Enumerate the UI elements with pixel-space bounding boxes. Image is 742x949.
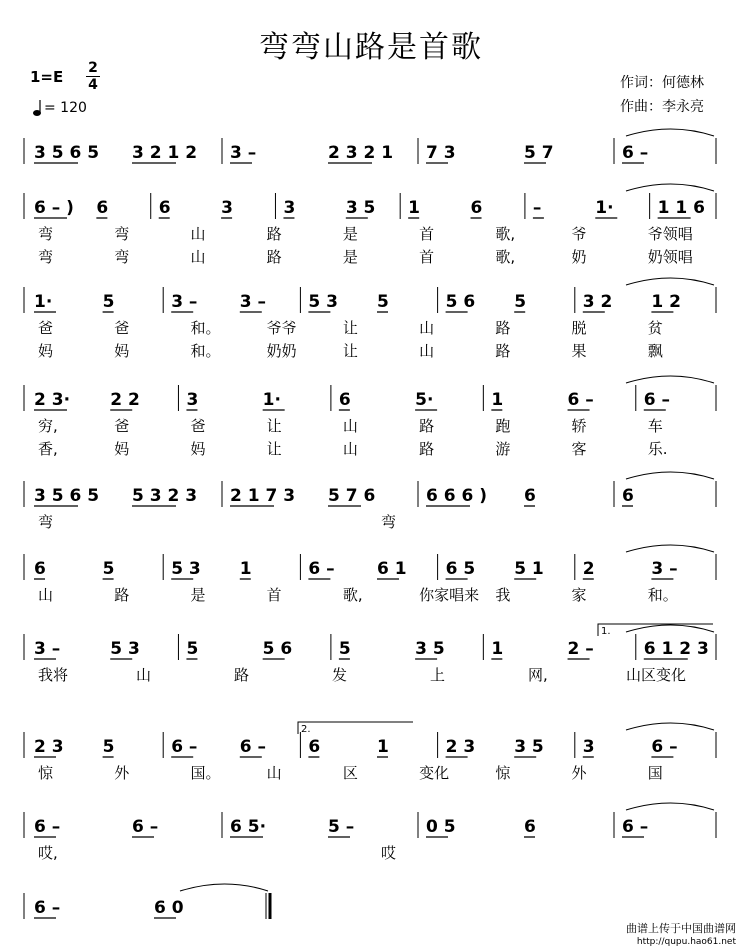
note-group: 1· <box>34 292 53 312</box>
lyric-syllable: 爷爷 <box>266 319 297 337</box>
lyric-syllable: 妈 <box>114 342 130 360</box>
lyric-syllable: 爷 <box>571 225 587 243</box>
note-group: 3 <box>283 198 296 218</box>
note-group: 1· <box>595 198 614 218</box>
lyric-syllable: 变化 <box>419 764 450 782</box>
note-group: 5 6 <box>262 639 293 659</box>
note-group: 6 <box>524 817 536 837</box>
lyric-syllable: 弯 <box>114 248 130 266</box>
lyric-syllable: 香, <box>38 440 58 458</box>
note-group: 3 <box>186 390 199 410</box>
lyric-syllable: 让 <box>266 417 282 435</box>
note-group: 6 <box>308 737 321 757</box>
lyric-syllable: 上 <box>430 666 446 684</box>
lyric-syllable: 歌, <box>342 586 363 604</box>
note-group: 5· <box>415 390 434 410</box>
time-signature-top: 2 <box>88 60 98 76</box>
note-group: 1 <box>491 639 504 659</box>
lyric-syllable: 路 <box>419 417 435 435</box>
lyric-syllable: 路 <box>234 666 250 684</box>
note-group: 6 5· <box>230 817 267 837</box>
key-signature: 1=E <box>30 68 64 86</box>
lyric-syllable: 是 <box>190 586 206 604</box>
footer-url: http://qupu.hao61.net <box>636 937 736 947</box>
lyric-syllable: 奶 <box>571 248 587 266</box>
slur-arc <box>180 884 268 891</box>
note-group: 6 <box>96 198 109 218</box>
lyric-syllable: 家 <box>571 586 587 604</box>
lyric-syllable: 爸 <box>190 417 206 435</box>
lyric-syllable: 我 <box>495 586 511 604</box>
lyric-syllable: 和。 <box>190 319 221 337</box>
note-group: 3 5 <box>514 737 544 757</box>
note-group: 3 – <box>171 292 198 312</box>
slur-arc <box>626 376 714 383</box>
lyric-syllable: 山 <box>342 417 358 435</box>
lyric-syllable: 哎 <box>381 844 397 862</box>
lyric-syllable: 外 <box>114 764 130 782</box>
note-group: 5 3 2 3 <box>132 486 198 506</box>
note-group: 3 – <box>230 143 257 163</box>
note-group: 5 1 <box>514 559 544 579</box>
note-group: 3 5 6 5 <box>34 486 100 506</box>
lyric-syllable: 爷领唱 <box>647 225 693 243</box>
lyric-syllable: 区 <box>342 764 358 782</box>
note-group: 3 <box>582 737 595 757</box>
note-group: 6 – <box>567 390 594 410</box>
lyric-syllable: 弯 <box>114 225 130 243</box>
note-group: 3 5 <box>345 198 376 218</box>
lyric-syllable: 山 <box>136 666 152 684</box>
lyric-syllable: 网, <box>528 666 548 684</box>
lyric-syllable: 果 <box>571 342 587 360</box>
lyric-syllable: 爸 <box>38 319 54 337</box>
lyric-syllable: 山 <box>342 440 358 458</box>
volta-number: 2. <box>301 724 311 735</box>
note-group: 6 – <box>308 559 335 579</box>
lyric-syllable: 是 <box>342 225 358 243</box>
note-group: 6 – <box>622 143 649 163</box>
note-group: 6 – <box>34 898 61 918</box>
note-group: 6 – <box>34 817 61 837</box>
lyric-syllable: 首 <box>266 586 282 604</box>
slur-arc <box>626 129 714 136</box>
lyric-syllable: 爸 <box>114 319 130 337</box>
note-group: 6 1 2 3 <box>643 639 709 659</box>
note-group: 5 <box>377 292 389 312</box>
note-group: 5 3 <box>171 559 201 579</box>
lyric-syllable: 路 <box>266 225 282 243</box>
lyric-syllable: 路 <box>495 319 511 337</box>
note-group: 5 <box>102 559 115 579</box>
footer-source: 曲谱上传于中国曲谱网 <box>626 922 736 935</box>
lyric-syllable: 贫 <box>647 319 663 337</box>
lyric-syllable: 路 <box>495 342 511 360</box>
lyric-syllable: 山 <box>190 248 206 266</box>
lyric-syllable: 让 <box>342 342 358 360</box>
lyric-syllable: 山 <box>38 586 54 604</box>
note-group: 3 – <box>239 292 267 312</box>
lyric-syllable: 歌, <box>495 248 516 266</box>
lyric-syllable: 脱 <box>571 319 587 337</box>
note-group: 6 – <box>132 817 159 837</box>
note-group: 1 <box>491 390 504 410</box>
note-group: 6 5 <box>445 559 476 579</box>
lyric-syllable: 妈 <box>114 440 130 458</box>
note-group: 1 1 6 <box>657 198 705 218</box>
lyric-syllable: 惊 <box>38 764 54 782</box>
note-group: 3 – <box>651 559 678 579</box>
lyric-syllable: 弯 <box>38 513 54 531</box>
tempo-value: = 120 <box>44 100 87 116</box>
time-signature-bottom: 4 <box>86 76 100 93</box>
lyric-syllable: 国。 <box>190 764 221 782</box>
note-group: 1 <box>239 559 252 579</box>
slur-arc <box>626 472 714 479</box>
note-group: 5 <box>514 292 527 312</box>
note-group: 5 <box>102 737 115 757</box>
note-group: 1· <box>262 390 281 410</box>
lyric-syllable: 山 <box>190 225 206 243</box>
lyric-syllable: 车 <box>647 417 663 435</box>
note-group: 6 <box>158 198 171 218</box>
slur-arc <box>626 723 714 730</box>
lyric-syllable: 轿 <box>571 417 587 435</box>
lyric-syllable: 爸 <box>114 417 130 435</box>
lyric-syllable: 和。 <box>190 342 221 360</box>
lyric-syllable: 哎, <box>38 844 58 862</box>
note-group: 6 1 <box>377 559 407 579</box>
lyric-syllable: 发 <box>332 666 348 684</box>
note-group: 3 – <box>34 639 61 659</box>
note-group: 3 <box>221 198 233 218</box>
volta-number: 1. <box>601 626 611 637</box>
lyric-syllable: 妈 <box>190 440 206 458</box>
note-group: 7 3 <box>426 143 456 163</box>
note-group: 2 3 <box>445 737 476 757</box>
note-group: 5 7 <box>524 143 554 163</box>
lyric-syllable: 和。 <box>647 586 678 604</box>
lyric-syllable: 山区变化 <box>626 666 687 684</box>
note-group: 5 3 <box>110 639 140 659</box>
lyric-syllable: 是 <box>342 248 358 266</box>
note-group: 2 1 7 3 <box>230 486 296 506</box>
note-group: 6 – <box>239 737 267 757</box>
song-title: 弯弯山路是首歌 <box>259 30 483 65</box>
note-group: 5 7 6 <box>328 486 376 506</box>
lyric-syllable: 山 <box>419 319 435 337</box>
lyric-syllable: 乐. <box>647 440 668 458</box>
lyric-syllable: 跑 <box>495 417 511 435</box>
note-group: 6 <box>470 198 483 218</box>
lyric-syllable: 路 <box>419 440 435 458</box>
note-group: 2 – <box>567 639 594 659</box>
lyric-syllable: 游 <box>495 440 511 458</box>
note-group: 5 6 <box>445 292 476 312</box>
note-group: 6 <box>524 486 536 506</box>
lyric-syllable: 飘 <box>647 342 663 360</box>
note-group: 2 3 2 1 <box>328 143 394 163</box>
slur-arc <box>626 184 714 191</box>
note-group: 6 – <box>622 817 649 837</box>
lyric-syllable: 让 <box>266 440 282 458</box>
note-group: 6 0 <box>154 898 184 918</box>
lyric-syllable: 山 <box>266 764 282 782</box>
lyric-syllable: 弯 <box>38 225 54 243</box>
lyricist-credit: 作词：何德林 <box>620 75 704 91</box>
note-group: 0 5 <box>426 817 456 837</box>
lyric-syllable: 我将 <box>38 666 69 684</box>
composer-credit: 作曲：李永亮 <box>620 99 704 115</box>
lyric-syllable: 路 <box>266 248 282 266</box>
note-group: 3 5 <box>415 639 445 659</box>
lyric-syllable: 穷, <box>38 417 58 435</box>
note-group: 2 2 <box>110 390 140 410</box>
lyric-syllable: 路 <box>114 586 130 604</box>
lyric-syllable: 奶领唱 <box>647 248 693 266</box>
lyric-syllable: 妈 <box>38 342 54 360</box>
note-group: – <box>532 198 542 218</box>
note-group: 1 <box>408 198 421 218</box>
note-group: 6 – <box>651 737 678 757</box>
lyric-syllable: 奶奶 <box>266 342 297 360</box>
note-group: 6 6 6 ) <box>426 486 488 506</box>
note-group: 6 – <box>643 390 671 410</box>
note-group: 3 5 6 5 <box>34 143 100 163</box>
lyric-syllable: 首 <box>419 248 435 266</box>
lyric-syllable: 弯 <box>38 248 54 266</box>
lyric-syllable: 首 <box>419 225 435 243</box>
note-group: 3 2 1 2 <box>132 143 198 163</box>
lyric-syllable: 弯 <box>381 513 397 531</box>
note-group: 6 <box>34 559 46 579</box>
note-group: 6 <box>622 486 634 506</box>
slur-arc <box>626 625 714 632</box>
lyric-syllable: 客 <box>571 440 587 458</box>
note-group: 3 2 <box>582 292 613 312</box>
lyric-syllable: 国 <box>647 764 663 782</box>
note-group: 1 <box>377 737 389 757</box>
note-group: 5 3 <box>308 292 338 312</box>
note-group: 5 <box>338 639 351 659</box>
note-group: 5 <box>186 639 199 659</box>
lyric-syllable: 山 <box>419 342 435 360</box>
lyric-syllable: 外 <box>571 764 587 782</box>
volta-bracket <box>298 722 413 734</box>
lyric-syllable: 你家唱来 <box>419 586 480 604</box>
lyric-syllable: 惊 <box>495 764 511 782</box>
lyric-syllable: 歌, <box>495 225 516 243</box>
note-group: 6 – ) <box>34 198 74 218</box>
slur-arc <box>626 803 714 810</box>
note-group: 2 3 <box>34 737 64 757</box>
note-group: 6 – <box>171 737 198 757</box>
note-group: 2 3· <box>34 390 71 410</box>
note-group: 1 2 <box>651 292 681 312</box>
slur-arc <box>626 545 714 552</box>
note-group: 5 – <box>328 817 355 837</box>
note-group: 6 <box>338 390 351 410</box>
note-group: 2 <box>582 559 595 579</box>
note-group: 5 <box>102 292 115 312</box>
slur-arc <box>626 278 714 285</box>
lyric-syllable: 让 <box>342 319 358 337</box>
